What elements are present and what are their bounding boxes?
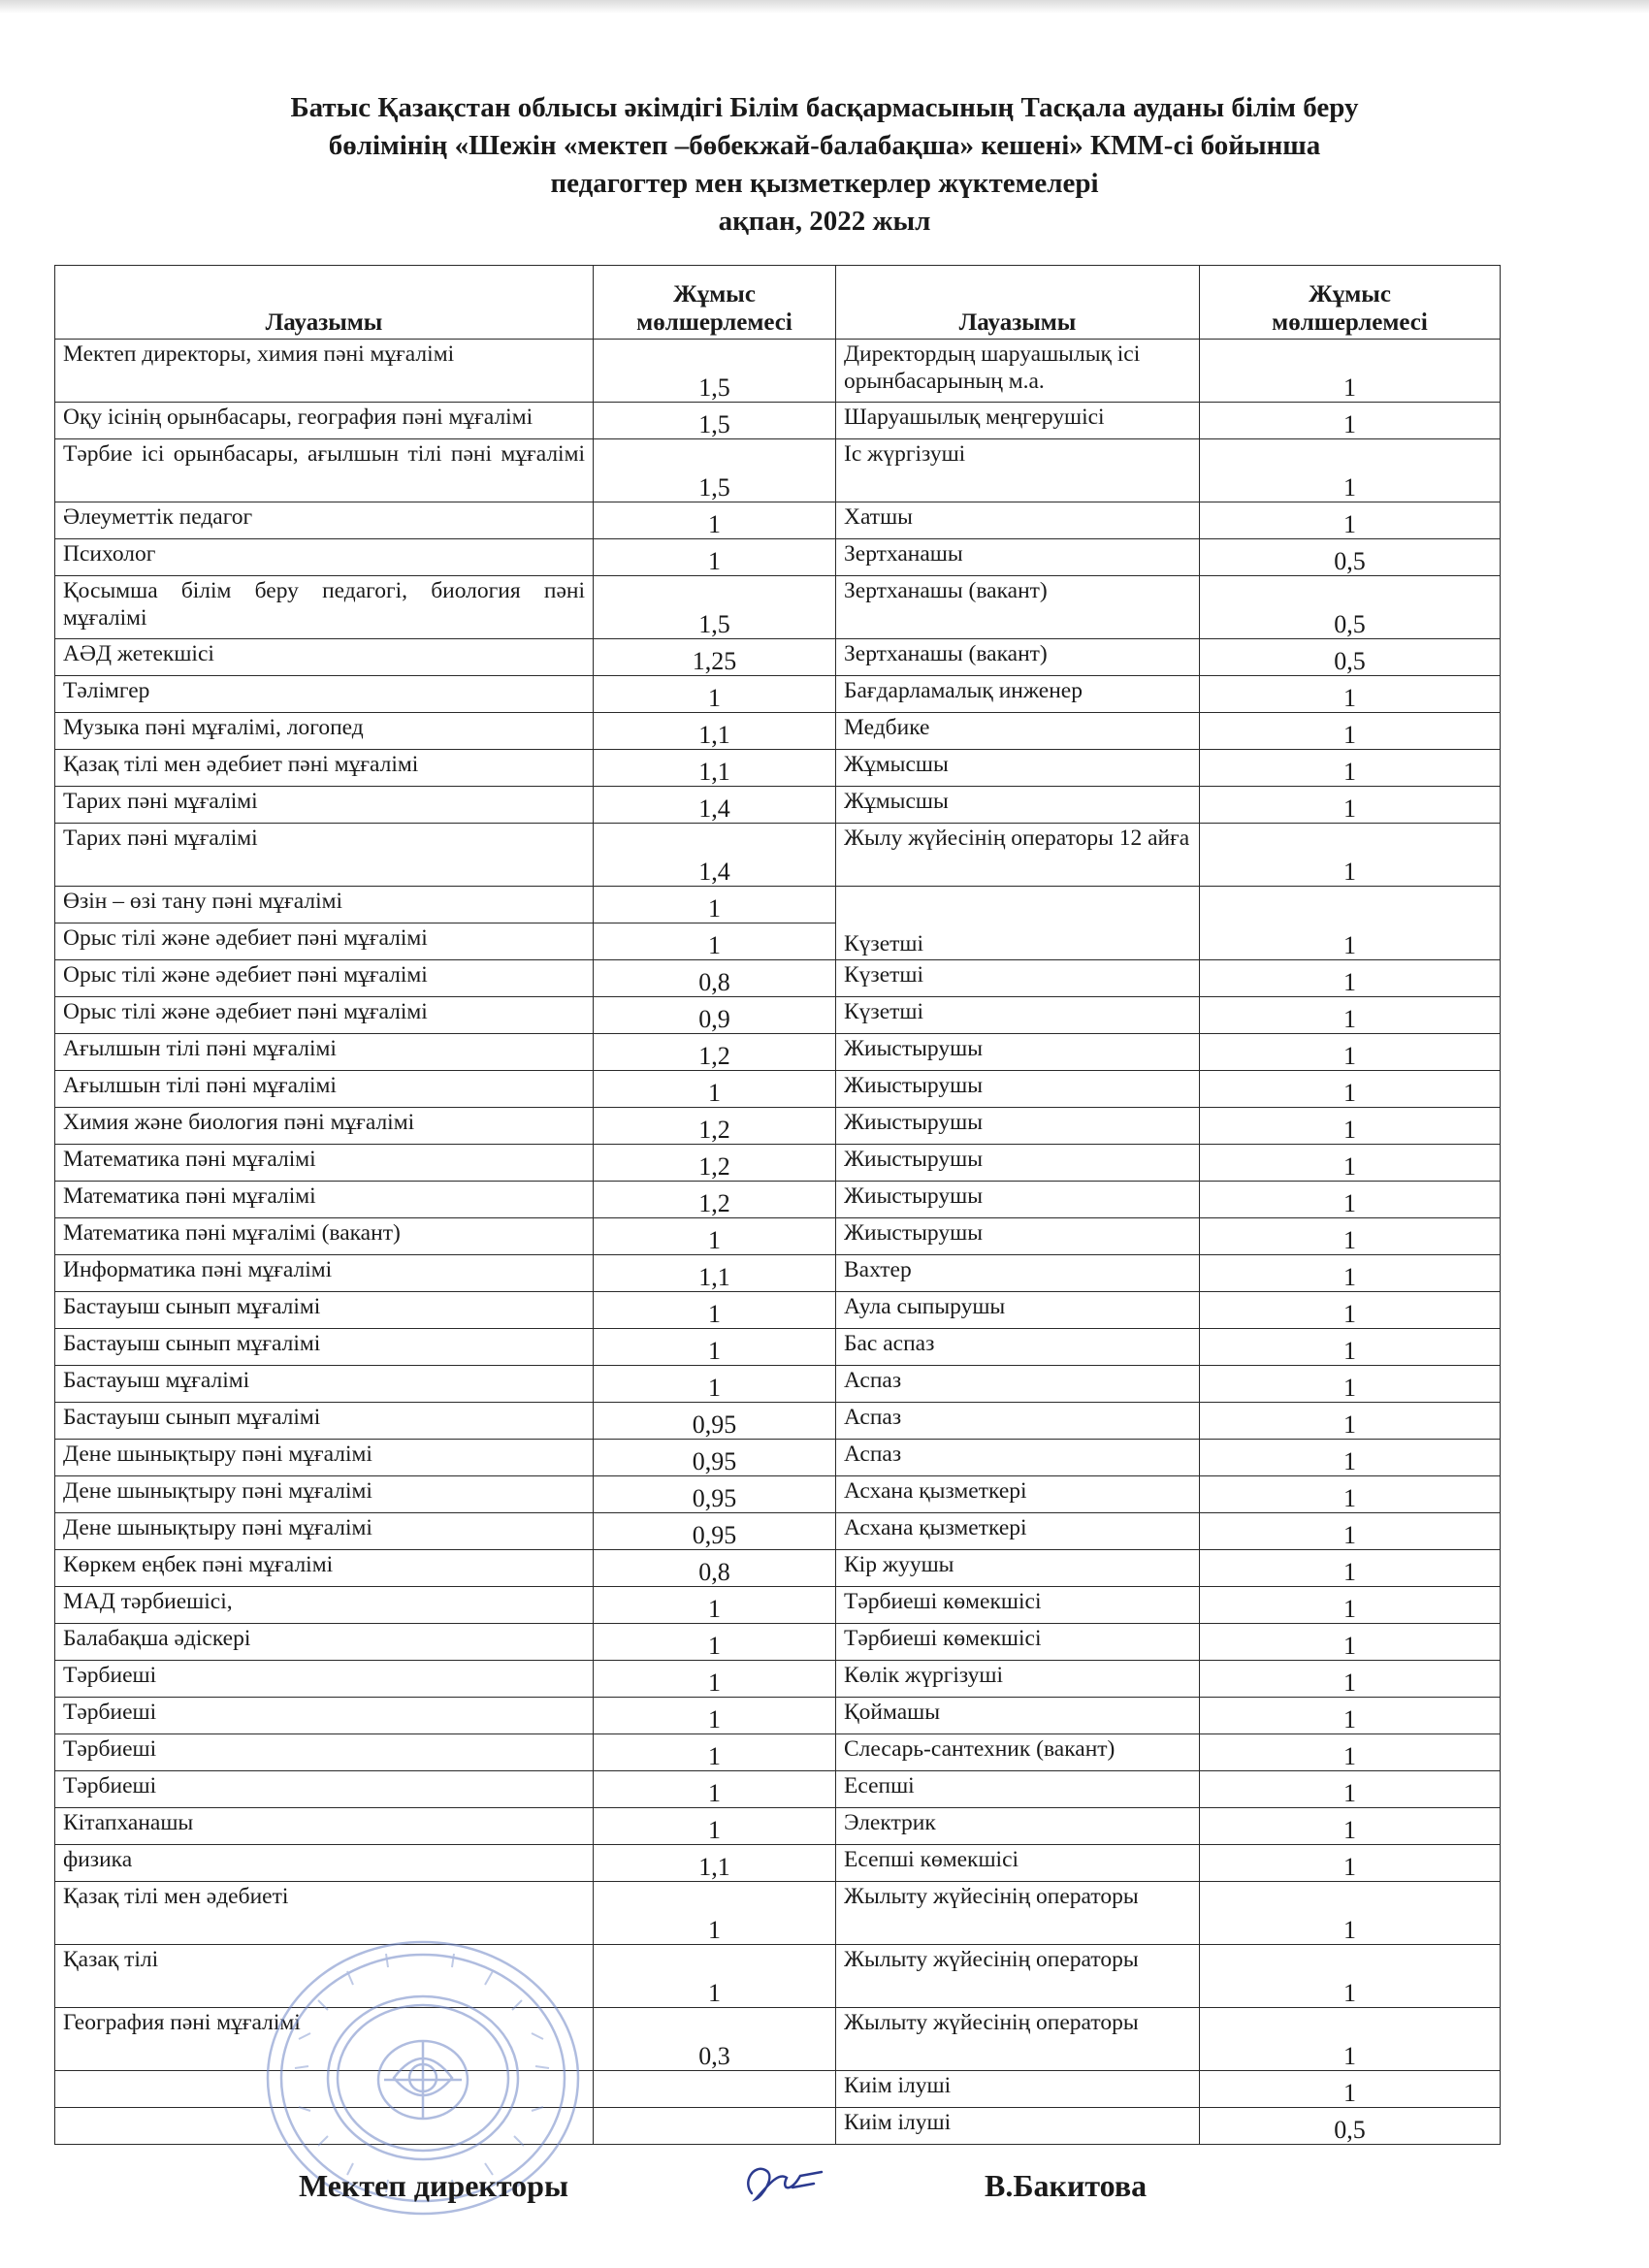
table-row — [55, 439, 1501, 502]
position-left-cell: Ағылшын тілі пәні мұғалімі — [55, 1034, 594, 1071]
table-row — [55, 1845, 1501, 1882]
position-left-cell: География пәні мұғалімі — [55, 2008, 594, 2071]
position-left-cell: Бастауыш сынып мұғалімі — [55, 1403, 594, 1440]
rate-left-cell: 1 — [594, 1329, 836, 1366]
rate-right-cell: 1 — [1200, 1255, 1501, 1292]
table-row — [55, 539, 1501, 576]
position-left-cell: Қазақ тілі — [55, 1945, 594, 2008]
position-right-cell: Жиыстырушы — [836, 1071, 1200, 1108]
table-header-row — [55, 266, 1501, 340]
table-row — [55, 1550, 1501, 1587]
position-left-cell: Математика пәні мұғалімі — [55, 1182, 594, 1218]
position-right-cell: Күзетші — [836, 997, 1200, 1034]
rate-right-cell: 1 — [1200, 502, 1501, 539]
position-right-cell: Қоймашы — [836, 1698, 1200, 1734]
rate-right-cell: 1 — [1200, 887, 1501, 960]
rate-left-cell: 0,8 — [594, 960, 836, 997]
rate-left-cell: 1,4 — [594, 787, 836, 824]
rate-left-cell: 1,2 — [594, 1145, 836, 1182]
rate-right-cell: 1 — [1200, 1476, 1501, 1513]
rate-left-cell: 1 — [594, 1945, 836, 2008]
position-right-cell: Хатшы — [836, 502, 1200, 539]
rate-right-cell: 1 — [1200, 750, 1501, 787]
scan-edge — [0, 0, 1649, 14]
rate-left-cell: 1,25 — [594, 639, 836, 676]
rate-right-cell: 1 — [1200, 1698, 1501, 1734]
position-right-cell: Аспаз — [836, 1403, 1200, 1440]
rate-right-cell: 1 — [1200, 1734, 1501, 1771]
position-left-cell: Әлеуметтік педагог — [55, 502, 594, 539]
table-row — [55, 639, 1501, 676]
position-left-cell: Информатика пәні мұғалімі — [55, 1255, 594, 1292]
position-left-cell: Тәлімгер — [55, 676, 594, 713]
rate-left-cell: 1,5 — [594, 340, 836, 403]
table-row — [55, 1218, 1501, 1255]
rate-right-cell: 1 — [1200, 1108, 1501, 1145]
position-left-cell: Математика пәні мұғалімі — [55, 1145, 594, 1182]
position-left-cell: Қазақ тілі мен әдебиет пәні мұғалімі — [55, 750, 594, 787]
table-row — [55, 713, 1501, 750]
title-line-1: Батыс Қазақстан облысы әкімдігі Білім басқармасының Тасқала ауданы білім беру — [290, 92, 1359, 123]
table-row — [55, 1587, 1501, 1624]
header-rate-left-line1: Жұмыс — [673, 281, 756, 308]
table-row — [55, 1476, 1501, 1513]
position-right-cell: Жиыстырушы — [836, 1108, 1200, 1145]
position-left-cell: Бастауыш мұғалімі — [55, 1366, 594, 1403]
rate-right-cell: 1 — [1200, 1587, 1501, 1624]
rate-right-cell: 1 — [1200, 1624, 1501, 1661]
position-right-cell: Шаруашылық меңгерушісі — [836, 403, 1200, 439]
position-right-cell: Күзетші — [836, 887, 1200, 960]
position-right-cell: Есепші — [836, 1771, 1200, 1808]
table-row — [55, 997, 1501, 1034]
document-title — [58, 89, 1591, 241]
position-left-cell: Кітапханашы — [55, 1808, 594, 1845]
position-right-cell: Асхана қызметкері — [836, 1476, 1200, 1513]
position-right-cell: Электрик — [836, 1808, 1200, 1845]
position-right-cell: Жиыстырушы — [836, 1145, 1200, 1182]
rate-right-cell: 1 — [1200, 1366, 1501, 1403]
position-left-cell: Орыс тілі және әдебиет пәні мұғалімі — [55, 997, 594, 1034]
staff-workload-table — [54, 265, 1501, 2145]
table-row — [55, 1513, 1501, 1550]
position-right-cell: Вахтер — [836, 1255, 1200, 1292]
rate-right-cell: 1 — [1200, 1145, 1501, 1182]
rate-right-cell: 1 — [1200, 439, 1501, 502]
rate-right-cell: 0,5 — [1200, 639, 1501, 676]
position-left-cell: Орыс тілі және әдебиет пәні мұғалімі — [55, 923, 594, 960]
rate-right-cell: 1 — [1200, 340, 1501, 403]
header-rate-right-line2: мөлшерлемесі — [1272, 309, 1428, 336]
rate-right-cell: 1 — [1200, 1329, 1501, 1366]
position-right-cell: Жылыту жүйесінің операторы — [836, 1882, 1200, 1945]
table-row — [55, 887, 1501, 923]
position-right-cell: Зертханашы (вакант) — [836, 639, 1200, 676]
rate-left-cell: 0,8 — [594, 1550, 836, 1587]
position-left-cell: Тәрбиеші — [55, 1734, 594, 1771]
table-row — [55, 502, 1501, 539]
table-row — [55, 1034, 1501, 1071]
position-left-cell: Тәрбие ісі орынбасары, ағылшын тілі пәні мұғалімі — [55, 439, 594, 502]
position-left-cell: Көркем еңбек пәні мұғалімі — [55, 1550, 594, 1587]
position-right-cell: Медбике — [836, 713, 1200, 750]
rate-right-cell: 0,5 — [1200, 539, 1501, 576]
table-row — [55, 1698, 1501, 1734]
rate-left-cell: 1,4 — [594, 824, 836, 887]
title-line-3: педагогтер мен қызметкерлер жүктемелері — [550, 168, 1099, 199]
rate-right-cell: 1 — [1200, 1440, 1501, 1476]
position-left-cell: Дене шынықтыру пәні мұғалімі — [55, 1513, 594, 1550]
rate-right-cell: 0,5 — [1200, 576, 1501, 639]
table-row — [55, 676, 1501, 713]
rate-left-cell: 1 — [594, 676, 836, 713]
rate-left-cell: 1,2 — [594, 1108, 836, 1145]
position-right-cell: Жұмысшы — [836, 750, 1200, 787]
table-row — [55, 1624, 1501, 1661]
table-row — [55, 1292, 1501, 1329]
rate-right-cell: 0,5 — [1200, 2108, 1501, 2145]
table-row — [55, 1403, 1501, 1440]
position-right-cell: Жұмысшы — [836, 787, 1200, 824]
position-left-cell: Тарих пәні мұғалімі — [55, 787, 594, 824]
rate-left-cell: 1 — [594, 1698, 836, 1734]
table-row — [55, 1071, 1501, 1108]
rate-left-cell: 0,95 — [594, 1513, 836, 1550]
position-right-cell: Асхана қызметкері — [836, 1513, 1200, 1550]
rate-left-cell: 0,95 — [594, 1440, 836, 1476]
table-row — [55, 1661, 1501, 1698]
rate-left-cell: 1 — [594, 1808, 836, 1845]
position-left-cell: Балабақша әдіскері — [55, 1624, 594, 1661]
position-right-cell: Жылыту жүйесінің операторы — [836, 2008, 1200, 2071]
position-left-cell: Бастауыш сынып мұғалімі — [55, 1292, 594, 1329]
position-left-cell: Тарих пәні мұғалімі — [55, 824, 594, 887]
title-line-2: бөлімінің «Шежін «мектеп –бөбекжай-балабақша» кешені» КММ-сі бойынша — [328, 130, 1321, 161]
rate-right-cell: 1 — [1200, 1550, 1501, 1587]
table-row — [55, 340, 1501, 403]
header-position-right: Лауазымы — [836, 266, 1200, 340]
table-row — [55, 1771, 1501, 1808]
position-left-cell: Дене шынықтыру пәні мұғалімі — [55, 1440, 594, 1476]
rate-left-cell: 1 — [594, 502, 836, 539]
position-right-cell: Жиыстырушы — [836, 1218, 1200, 1255]
position-right-cell: Киім ілуші — [836, 2071, 1200, 2108]
position-left-cell: Тәрбиеші — [55, 1771, 594, 1808]
rate-left-cell: 1,5 — [594, 403, 836, 439]
rate-left-cell — [594, 2108, 836, 2145]
rate-left-cell: 1,2 — [594, 1034, 836, 1071]
rate-right-cell: 1 — [1200, 1661, 1501, 1698]
rate-right-cell: 1 — [1200, 824, 1501, 887]
position-left-cell: Тәрбиеші — [55, 1698, 594, 1734]
rate-left-cell: 0,9 — [594, 997, 836, 1034]
rate-right-cell: 1 — [1200, 1845, 1501, 1882]
signer-title: Мектеп директоры — [299, 2168, 568, 2203]
rate-right-cell: 1 — [1200, 2071, 1501, 2108]
position-right-cell: Аула сыпырушы — [836, 1292, 1200, 1329]
rate-right-cell: 1 — [1200, 1292, 1501, 1329]
position-right-cell: Бағдарламалық инженер — [836, 676, 1200, 713]
position-right-cell: Күзетші — [836, 960, 1200, 997]
rate-left-cell: 1 — [594, 887, 836, 923]
rate-left-cell: 1 — [594, 1587, 836, 1624]
table-row — [55, 1182, 1501, 1218]
table-row — [55, 1108, 1501, 1145]
position-left-cell: Химия және биология пәні мұғалімі — [55, 1108, 594, 1145]
position-right-cell: Слесарь-сантехник (вакант) — [836, 1734, 1200, 1771]
position-right-cell: Тәрбиеші көмекшісі — [836, 1587, 1200, 1624]
rate-left-cell: 1,1 — [594, 1845, 836, 1882]
rate-left-cell: 1,1 — [594, 750, 836, 787]
rate-left-cell: 1 — [594, 1882, 836, 1945]
rate-left-cell: 1 — [594, 1292, 836, 1329]
signer-name: В.Бакитова — [985, 2168, 1148, 2203]
rate-left-cell: 1,5 — [594, 576, 836, 639]
rate-right-cell: 1 — [1200, 676, 1501, 713]
table-row — [55, 403, 1501, 439]
table-row — [55, 1366, 1501, 1403]
rate-right-cell: 1 — [1200, 1882, 1501, 1945]
table-row — [55, 1440, 1501, 1476]
position-right-cell: Жиыстырушы — [836, 1182, 1200, 1218]
rate-right-cell: 1 — [1200, 713, 1501, 750]
handwritten-signature-icon — [732, 2155, 839, 2213]
position-left-cell: МАД тәрбиешісі, — [55, 1587, 594, 1624]
position-right-cell: Көлік жүргізуші — [836, 1661, 1200, 1698]
table-row — [55, 1734, 1501, 1771]
rate-left-cell: 1,1 — [594, 1255, 836, 1292]
rate-right-cell: 1 — [1200, 997, 1501, 1034]
rate-right-cell: 1 — [1200, 1513, 1501, 1550]
header-rate-right — [1200, 266, 1501, 340]
position-right-cell: Тәрбиеші көмекшісі — [836, 1624, 1200, 1661]
position-right-cell: Аспаз — [836, 1440, 1200, 1476]
position-left-cell: Қазақ тілі мен әдебиеті — [55, 1882, 594, 1945]
rate-right-cell: 1 — [1200, 403, 1501, 439]
position-left-cell: Бастауыш сынып мұғалімі — [55, 1329, 594, 1366]
position-left-cell: Тәрбиеші — [55, 1661, 594, 1698]
rate-left-cell: 1 — [594, 539, 836, 576]
rate-left-cell: 0,95 — [594, 1403, 836, 1440]
position-right-cell: Киім ілуші — [836, 2108, 1200, 2145]
rate-left-cell: 1 — [594, 1366, 836, 1403]
position-left-cell: Ағылшын тілі пәні мұғалімі — [55, 1071, 594, 1108]
position-left-cell: Дене шынықтыру пәні мұғалімі — [55, 1476, 594, 1513]
table-row — [55, 824, 1501, 887]
table-row — [55, 576, 1501, 639]
table-row — [55, 750, 1501, 787]
rate-right-cell: 1 — [1200, 787, 1501, 824]
table-row — [55, 1145, 1501, 1182]
table-row — [55, 1255, 1501, 1292]
header-rate-right-line1: Жұмыс — [1309, 281, 1391, 308]
table-row — [55, 960, 1501, 997]
position-left-cell: Оқу ісінің орынбасары, география пәні мұғалімі — [55, 403, 594, 439]
table-row — [55, 1329, 1501, 1366]
position-right-cell: Жиыстырушы — [836, 1034, 1200, 1071]
rate-left-cell: 1 — [594, 923, 836, 960]
signature-block — [291, 2168, 1552, 2226]
rate-left-cell: 1 — [594, 1734, 836, 1771]
rate-right-cell: 1 — [1200, 2008, 1501, 2071]
position-right-cell: Бас аспаз — [836, 1329, 1200, 1366]
table-row — [55, 1808, 1501, 1845]
rate-left-cell: 1 — [594, 1624, 836, 1661]
position-right-cell: Есепші көмекшісі — [836, 1845, 1200, 1882]
rate-right-cell: 1 — [1200, 1945, 1501, 2008]
position-left-cell: Қосымша білім беру педагогі, биология пәні мұғалімі — [55, 576, 594, 639]
position-right-cell: Зертханашы — [836, 539, 1200, 576]
rate-left-cell: 1 — [594, 1661, 836, 1698]
rate-left-cell: 1 — [594, 1071, 836, 1108]
rate-left-cell: 0,3 — [594, 2008, 836, 2071]
rate-right-cell: 1 — [1200, 1182, 1501, 1218]
position-left-cell: Психолог — [55, 539, 594, 576]
title-line-4: ақпан, 2022 жыл — [718, 206, 931, 237]
rate-right-cell: 1 — [1200, 1808, 1501, 1845]
table-row — [55, 787, 1501, 824]
rate-right-cell: 1 — [1200, 1218, 1501, 1255]
position-right-cell: Зертханашы (вакант) — [836, 576, 1200, 639]
rate-right-cell: 1 — [1200, 1034, 1501, 1071]
position-left-cell: физика — [55, 1845, 594, 1882]
header-position-left: Лауазымы — [55, 266, 594, 340]
position-left-cell: Математика пәні мұғалімі (вакант) — [55, 1218, 594, 1255]
position-right-cell: Директордың шаруашылық ісі орынбасарының м.а. — [836, 340, 1200, 403]
rate-left-cell — [594, 2071, 836, 2108]
position-right-cell: Кір жуушы — [836, 1550, 1200, 1587]
position-left-cell: Мектеп директоры, химия пәні мұғалімі — [55, 340, 594, 403]
rate-left-cell: 1 — [594, 1771, 836, 1808]
header-rate-left — [594, 266, 836, 340]
rate-left-cell: 1,1 — [594, 713, 836, 750]
rate-right-cell: 1 — [1200, 1071, 1501, 1108]
position-left-cell: Музыка пәні мұғалімі, логопед — [55, 713, 594, 750]
rate-right-cell: 1 — [1200, 1403, 1501, 1440]
position-right-cell: Іс жүргізуші — [836, 439, 1200, 502]
header-rate-left-line2: мөлшерлемесі — [636, 309, 792, 336]
rate-left-cell: 1,5 — [594, 439, 836, 502]
position-right-cell: Жылу жүйесінің операторы 12 айға — [836, 824, 1200, 887]
position-right-cell: Жылыту жүйесінің операторы — [836, 1945, 1200, 2008]
position-right-cell: Аспаз — [836, 1366, 1200, 1403]
position-left-cell: Орыс тілі және әдебиет пәні мұғалімі — [55, 960, 594, 997]
rate-right-cell: 1 — [1200, 960, 1501, 997]
rate-left-cell: 1,2 — [594, 1182, 836, 1218]
rate-left-cell: 1 — [594, 1218, 836, 1255]
rate-right-cell: 1 — [1200, 1771, 1501, 1808]
rate-left-cell: 0,95 — [594, 1476, 836, 1513]
position-left-cell: Өзін – өзі тану пәні мұғалімі — [55, 887, 594, 923]
position-left-cell: АӘД жетекшісі — [55, 639, 594, 676]
